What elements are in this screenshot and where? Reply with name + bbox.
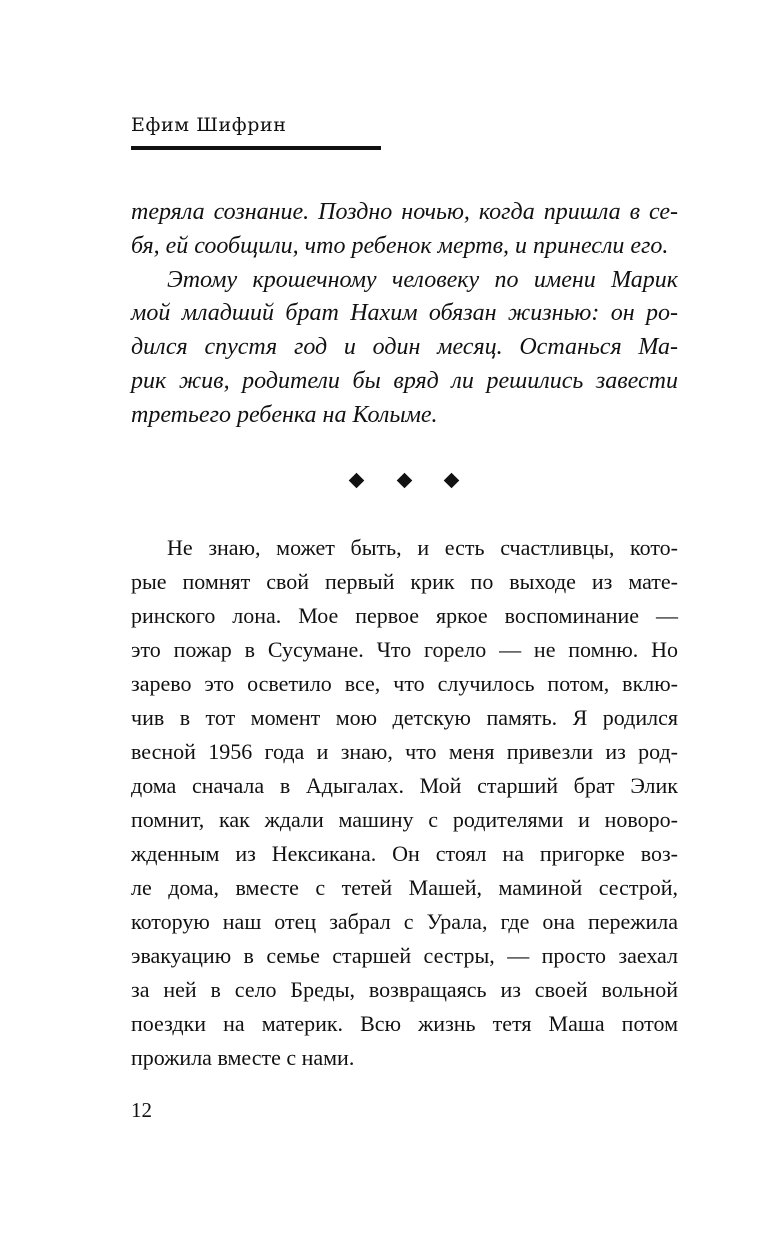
body-text-block <box>131 531 678 1075</box>
text-line: рик жив, родители бы вряд ли решились завести <box>131 367 678 394</box>
diamond-icon <box>396 472 412 488</box>
text-line: дома сначала в Адыгалах. Мой старший брат Элик <box>131 773 678 798</box>
text-line: рые помнят свой первый крик по выходе из мате- <box>131 569 678 594</box>
text-line: за ней в село Бреды, возвращаясь из своей вольной <box>131 977 678 1002</box>
running-header-author: Ефим Шифрин <box>131 114 287 136</box>
page-number: 12 <box>131 1098 152 1122</box>
diamond-icon <box>349 472 365 488</box>
header-rule <box>131 146 381 150</box>
text-line: эвакуацию в семье старшей сестры, — просто заехал <box>131 943 678 968</box>
text-line: ле дома, вместе с тетей Машей, маминой сестрой, <box>131 875 678 900</box>
section-separator <box>348 470 460 490</box>
text-line: которую наш отец забрал с Урала, где она пережила <box>131 909 678 934</box>
text-line: поездки на материк. Всю жизнь тетя Маша потом <box>131 1011 678 1036</box>
text-line: бя, ей сообщили, что ребенок мертв, и принесли его. <box>131 232 669 259</box>
text-line: ринского лона. Мое первое яркое воспоминание — <box>131 603 678 628</box>
text-line: мой младший брат Нахим обязан жизнью: он ро- <box>131 300 678 327</box>
text-line: третьего ребенка на Колыме. <box>131 401 438 428</box>
text-line: прожила вместе с нами. <box>131 1045 355 1070</box>
italic-text-block <box>131 196 678 433</box>
text-line: весной 1956 года и знаю, что меня привезли из род- <box>131 739 678 764</box>
text-line: зарево это осветило все, что случилось потом, вклю- <box>131 671 678 696</box>
text-line: дился спустя год и один месяц. Останься Ма- <box>131 334 678 361</box>
text-line: помнит, как ждали машину с родителями и новоро- <box>131 807 678 832</box>
text-line: теряла сознание. Поздно ночью, когда пришла в се- <box>131 199 678 225</box>
text-line: это пожар в Сусумане. Что горело — не помню. Но <box>131 637 678 662</box>
text-line: чив в тот момент мою детскую память. Я родился <box>131 705 678 730</box>
text-line: жденным из Нексикана. Он стоял на пригорке воз- <box>131 841 678 866</box>
text-line: Не знаю, может быть, и есть счастливцы, кото- <box>167 535 678 560</box>
diamond-icon <box>444 472 460 488</box>
text-line: Этому крошечному человеку по имени Марик <box>167 266 678 293</box>
